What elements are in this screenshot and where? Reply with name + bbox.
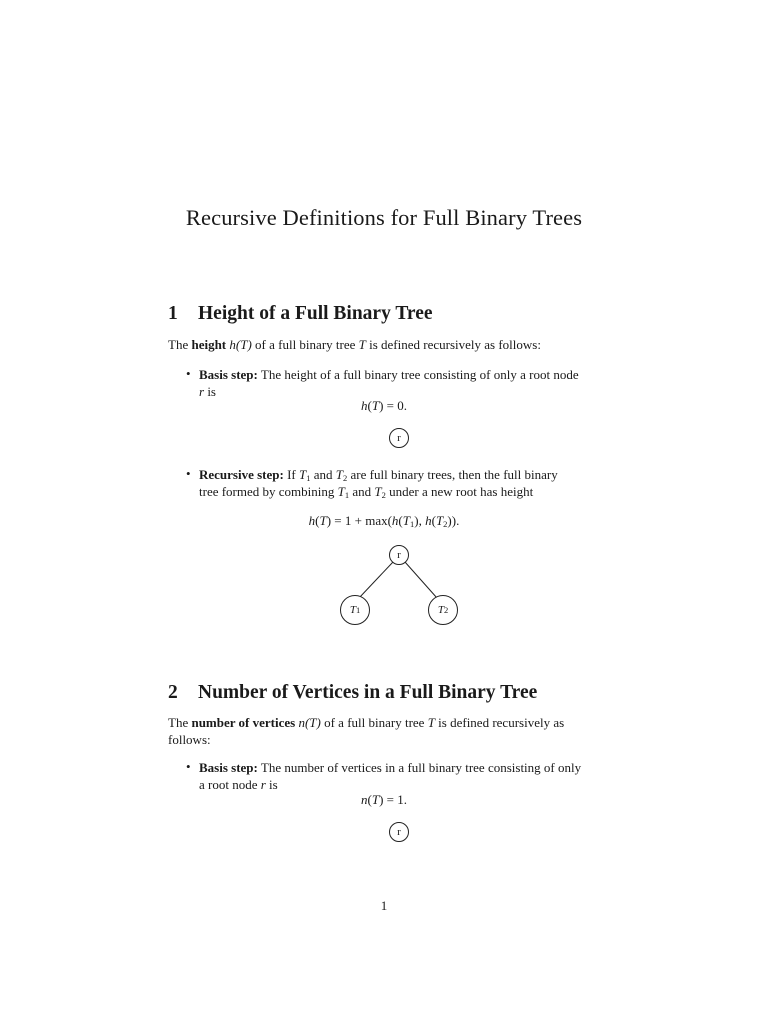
basis-step-2 (199, 759, 601, 793)
tree-node-root: r (389, 822, 409, 842)
recursive-step-1: Recursive step: If $T_1$ and $T_2$ are full binary trees, then the full binary tree formed by combining $T_1$ and $T_2$ under a new root has height (199, 467, 558, 500)
variable: T (358, 337, 366, 352)
tree-node-t1: T 1 (340, 595, 370, 625)
step-label: Basis step: (199, 367, 258, 382)
intro-text: follows: (168, 732, 211, 747)
recursive-equation-1: $h(T) = 1 + \max(h(T_1)$, $h(T_2)$). (308, 513, 460, 529)
section-number: 2 (168, 682, 178, 703)
bullet: • (186, 466, 191, 481)
variable: r (199, 384, 205, 399)
step-text: a root node (199, 777, 258, 792)
notation: h(T) (229, 337, 252, 352)
step-text: The number of vertices in a full binary tree consisting of only (260, 760, 582, 775)
document-title: Recursive Definitions for Full Binary Trees (185, 205, 583, 230)
page-number: 1 (380, 898, 388, 913)
section-title: Number of Vertices in a Full Binary Tree (198, 682, 538, 703)
tree-node-t2: T 2 (428, 595, 458, 625)
basis-equation-2: n(T) = 1. (361, 792, 407, 807)
defined-term: height (191, 337, 227, 352)
section-title: Height of a Full Binary Tree (198, 303, 433, 324)
tree-edge-left (359, 562, 393, 598)
tree-node-root: r (389, 428, 409, 448)
step-label: Recursive step: (199, 467, 284, 482)
intro-text: The (168, 337, 189, 352)
section-2-intro (168, 714, 600, 748)
intro-text: is defined recursively as (438, 715, 565, 730)
step-text: The height of a full binary tree consisting of only a root node (260, 367, 579, 382)
tree-node-root: r (389, 545, 409, 565)
intro-text: is defined recursively as follows: (369, 337, 541, 352)
variable: T (427, 715, 435, 730)
tree-edge-right (405, 562, 437, 598)
bullet: • (186, 366, 191, 381)
step-text: is (269, 777, 278, 792)
step-text: is (207, 384, 216, 399)
variable: r (260, 777, 266, 792)
step-label: Basis step: (199, 760, 258, 775)
section-2-heading (168, 682, 537, 704)
basis-equation-1: h(T) = 0. (361, 398, 407, 413)
section-number: 1 (168, 303, 178, 324)
defined-term: number of vertices (191, 715, 296, 730)
intro-text: of a full binary tree (255, 337, 356, 352)
notation: n(T) (298, 715, 321, 730)
bullet: • (186, 759, 191, 774)
intro-text: The (168, 715, 189, 730)
intro-text: of a full binary tree (324, 715, 425, 730)
